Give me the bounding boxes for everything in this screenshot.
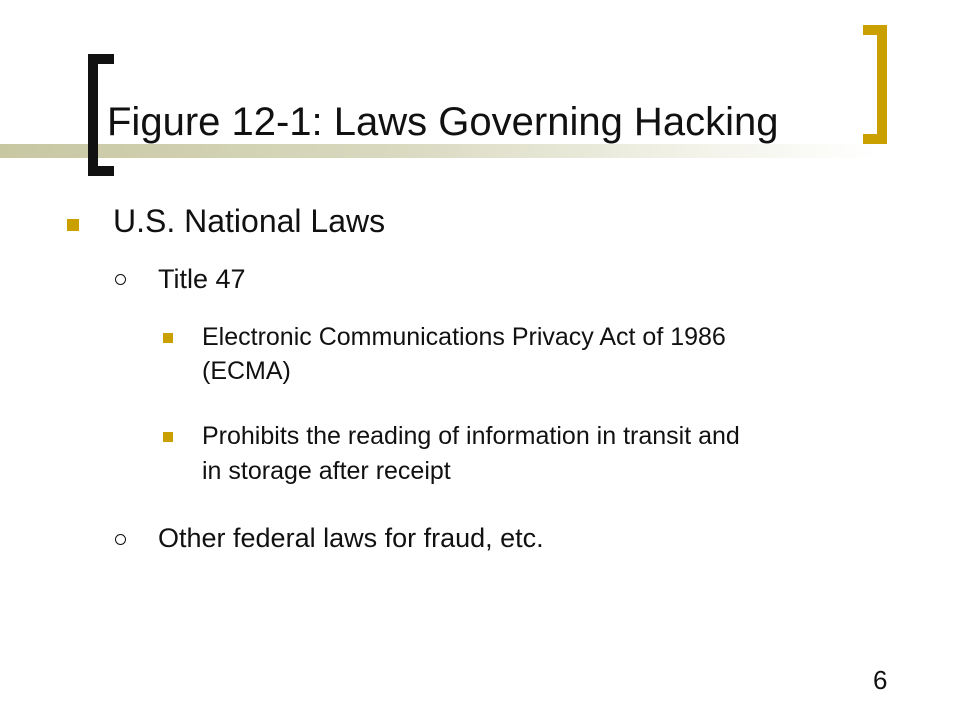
slide-title: Figure 12-1: Laws Governing Hacking xyxy=(107,100,779,144)
page-number: 6 xyxy=(873,665,888,695)
bullet-ecma-line2: (ECMA) xyxy=(202,357,291,385)
bullet-ecma-line1: Electronic Communications Privacy Act of 1986 xyxy=(202,323,726,351)
square-bullet-icon xyxy=(163,432,173,442)
right-bracket-top xyxy=(863,25,887,35)
bullet-prohibits-line1: Prohibits the reading of information in transit and xyxy=(202,422,740,450)
right-bracket-bottom xyxy=(863,134,887,144)
left-bracket-top xyxy=(88,54,114,64)
square-bullet-icon xyxy=(67,219,79,231)
square-bullet-icon xyxy=(163,333,173,343)
ring-bullet-icon xyxy=(115,274,126,285)
title-bar-decoration xyxy=(0,144,880,158)
bullet-title-47: Title 47 xyxy=(158,264,246,294)
bullet-us-national-laws: U.S. National Laws xyxy=(113,203,386,239)
left-bracket-icon xyxy=(88,54,98,176)
ring-bullet-icon xyxy=(115,534,126,545)
bullet-prohibits-line2: in storage after receipt xyxy=(202,457,451,485)
right-bracket-icon xyxy=(877,25,887,144)
bullet-other-federal-laws: Other federal laws for fraud, etc. xyxy=(158,523,544,553)
left-bracket-bottom xyxy=(88,166,114,176)
